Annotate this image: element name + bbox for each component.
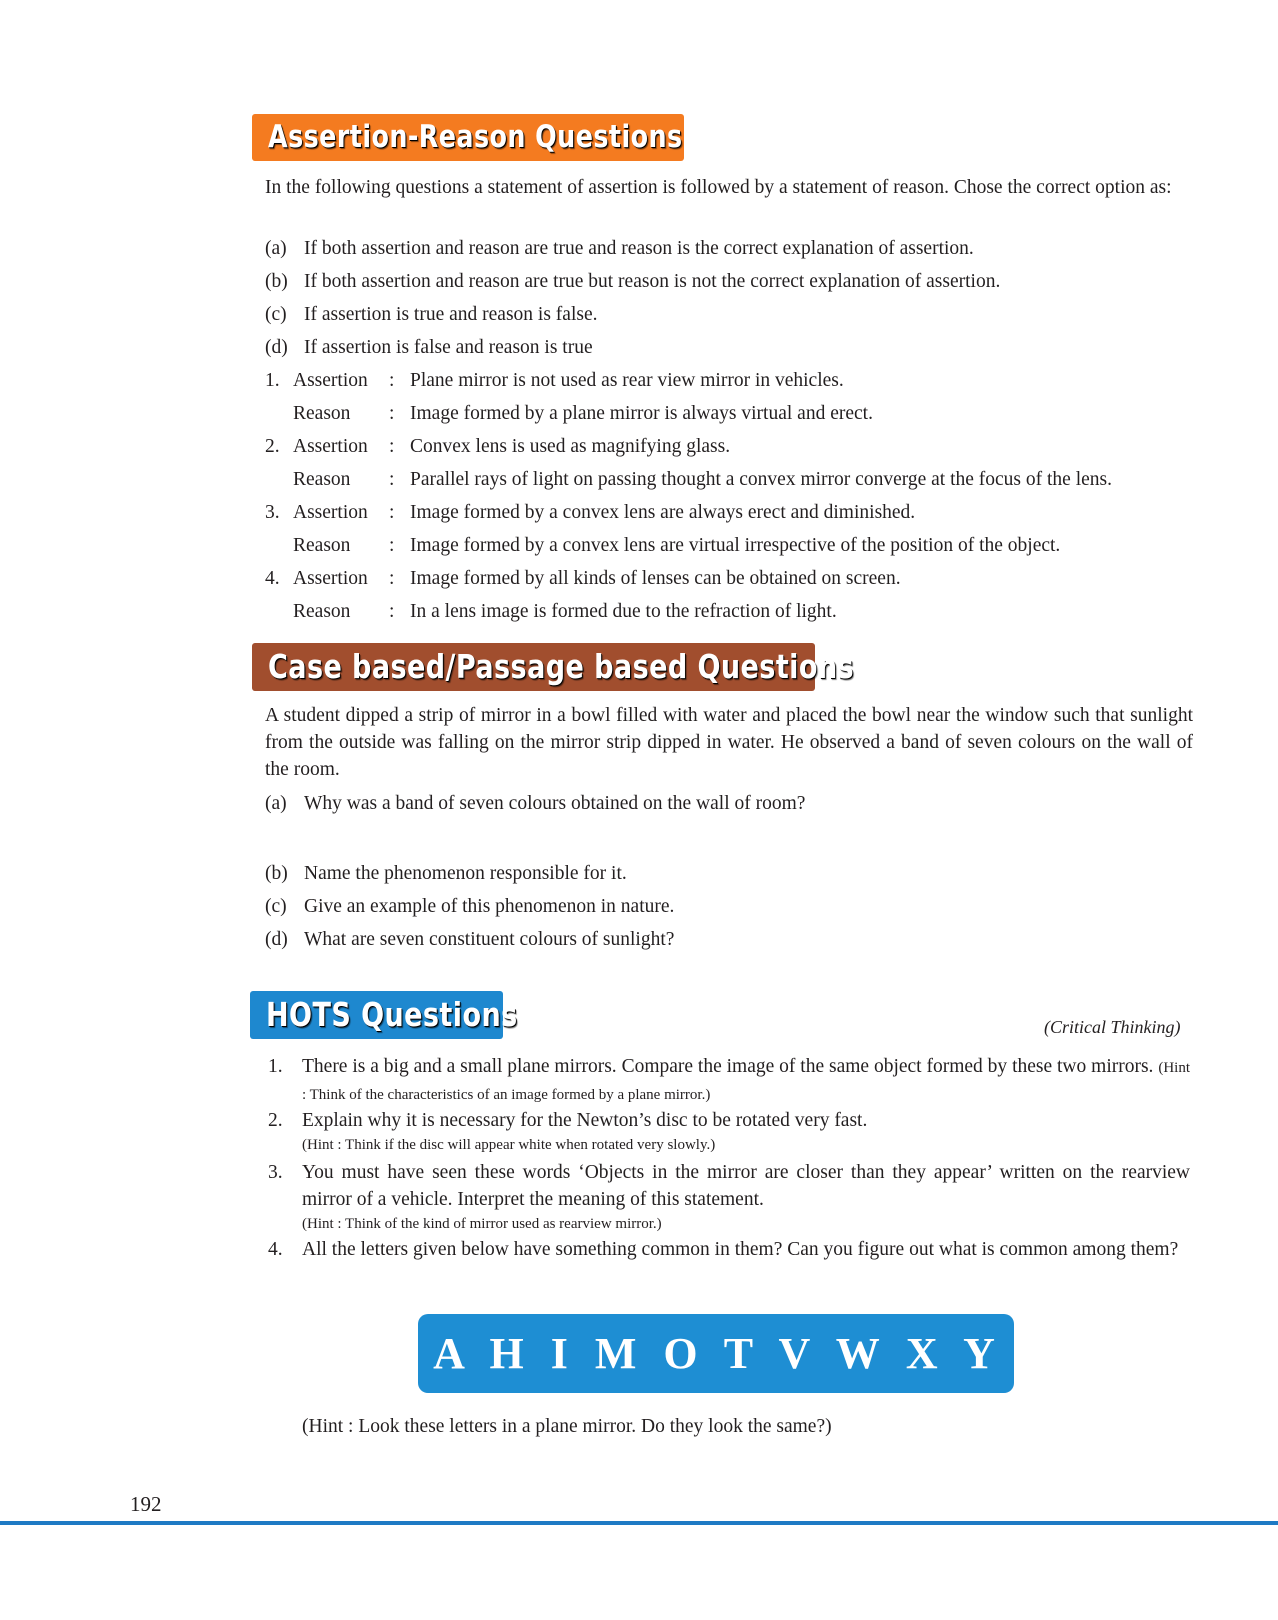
colon: : bbox=[389, 568, 395, 589]
assertion-reason-title: Assertion-Reason Questions bbox=[268, 119, 683, 155]
question-text: All the letters given below have something common in them? Can you figure out what is common among them? bbox=[302, 1239, 1179, 1260]
hots-subtitle: (Critical Thinking) bbox=[1044, 1017, 1181, 1037]
question-label: (c) bbox=[265, 896, 287, 917]
colon: : bbox=[389, 370, 395, 391]
footer-rule bbox=[0, 1521, 1278, 1525]
question-text: There is a big and a small plane mirrors. Compare the image of the same object formed by these two mirrors. bbox=[302, 1056, 1154, 1077]
question-number: 2. bbox=[265, 436, 280, 457]
reason-text: In a lens image is formed due to the refraction of light. bbox=[410, 601, 837, 622]
colon: : bbox=[389, 436, 395, 457]
case-based-title: Case based/Passage based Questions bbox=[268, 647, 855, 686]
case-passage: A student dipped a strip of mirror in a bowl filled with water and placed the bowl near the window such that sunlight from the outside was falling on the mirror strip dipped in water. He observed a band of seven colours on the wall of the room. bbox=[265, 705, 1193, 780]
assertion-text: Image formed by a convex lens are always erect and diminished. bbox=[410, 502, 916, 523]
reason-text: Image formed by a plane mirror is always virtual and erect. bbox=[410, 403, 873, 424]
question-number: 3. bbox=[265, 502, 280, 523]
question-number: 1. bbox=[265, 370, 280, 391]
page-number: 192 bbox=[130, 1492, 162, 1516]
case-based-header bbox=[252, 643, 855, 691]
option-text: If both assertion and reason are true and reason is the correct explanation of assertion. bbox=[304, 238, 974, 259]
assertion-label: Assertion bbox=[293, 568, 368, 589]
question-text: Explain why it is necessary for the Newton’s disc to be rotated very fast. bbox=[302, 1110, 868, 1131]
reason-text: Image formed by a convex lens are virtual irrespective of the position of the object. bbox=[410, 535, 1061, 556]
question-number: 4. bbox=[265, 568, 280, 589]
question-label: (b) bbox=[265, 863, 288, 884]
letters-hint: (Hint : Look these letters in a plane mirror. Do they look the same?) bbox=[302, 1416, 832, 1437]
reason-text: Parallel rays of light on passing thought a convex mirror converge at the focus of the lens. bbox=[410, 469, 1112, 490]
reason-label: Reason bbox=[293, 403, 351, 424]
assertion-text: Plane mirror is not used as rear view mirror in vehicles. bbox=[410, 370, 844, 391]
question-number: 1. bbox=[268, 1056, 283, 1077]
question-number: 2. bbox=[268, 1110, 283, 1131]
reason-label: Reason bbox=[293, 601, 351, 622]
option-label: (a) bbox=[265, 238, 287, 259]
assertion-text: Image formed by all kinds of lenses can be obtained on screen. bbox=[410, 568, 901, 589]
assertion-reason-header bbox=[252, 114, 684, 161]
option-text: If assertion is true and reason is false. bbox=[304, 304, 598, 325]
option-text: If assertion is false and reason is true bbox=[304, 337, 593, 358]
option-label: (d) bbox=[265, 337, 288, 358]
question-number: 4. bbox=[268, 1239, 283, 1260]
colon: : bbox=[389, 469, 395, 490]
question-label: (d) bbox=[265, 929, 288, 950]
colon: : bbox=[389, 535, 395, 556]
question-text: Why was a band of seven colours obtained on the wall of room? bbox=[304, 793, 806, 814]
question-text: You must have seen these words ‘Objects in the mirror are closer than they appear’ written on the rearview mirror of a vehicle. Interpret the meaning of this statement. bbox=[302, 1162, 1190, 1210]
reason-label: Reason bbox=[293, 469, 351, 490]
question-text: Name the phenomenon responsible for it. bbox=[304, 863, 627, 884]
question-body bbox=[302, 1053, 1190, 1107]
question-label: (a) bbox=[265, 793, 287, 814]
hots-header bbox=[250, 991, 518, 1039]
symmetric-letters-box: A H I M O T V W X Y bbox=[418, 1314, 1014, 1393]
colon: : bbox=[389, 502, 395, 523]
assertion-intro: In the following questions a statement of assertion is followed by a statement of reason. Chose the correct option as: bbox=[265, 177, 1172, 198]
question-hint: (Hint : Think if the disc will appear white when rotated very slowly.) bbox=[302, 1137, 716, 1153]
question-number: 3. bbox=[268, 1162, 283, 1183]
reason-label: Reason bbox=[293, 535, 351, 556]
colon: : bbox=[389, 601, 395, 622]
assertion-label: Assertion bbox=[293, 436, 368, 457]
question-text: Give an example of this phenomenon in nature. bbox=[304, 896, 675, 917]
option-label: (b) bbox=[265, 271, 288, 292]
question-text: What are seven constituent colours of sunlight? bbox=[304, 929, 675, 950]
assertion-label: Assertion bbox=[293, 502, 368, 523]
question-hint: (Hint : Think of the kind of mirror used as rearview mirror.) bbox=[302, 1216, 662, 1232]
colon: : bbox=[389, 403, 395, 424]
hots-title: HOTS Questions bbox=[266, 995, 518, 1034]
option-label: (c) bbox=[265, 304, 287, 325]
assertion-label: Assertion bbox=[293, 370, 368, 391]
question-hint: (Hint : Think of the characteristics of an image formed by a plane mirror.) bbox=[302, 1060, 1190, 1103]
assertion-text: Convex lens is used as magnifying glass. bbox=[410, 436, 731, 457]
option-text: If both assertion and reason are true but reason is not the correct explanation of assertion. bbox=[304, 271, 1001, 292]
